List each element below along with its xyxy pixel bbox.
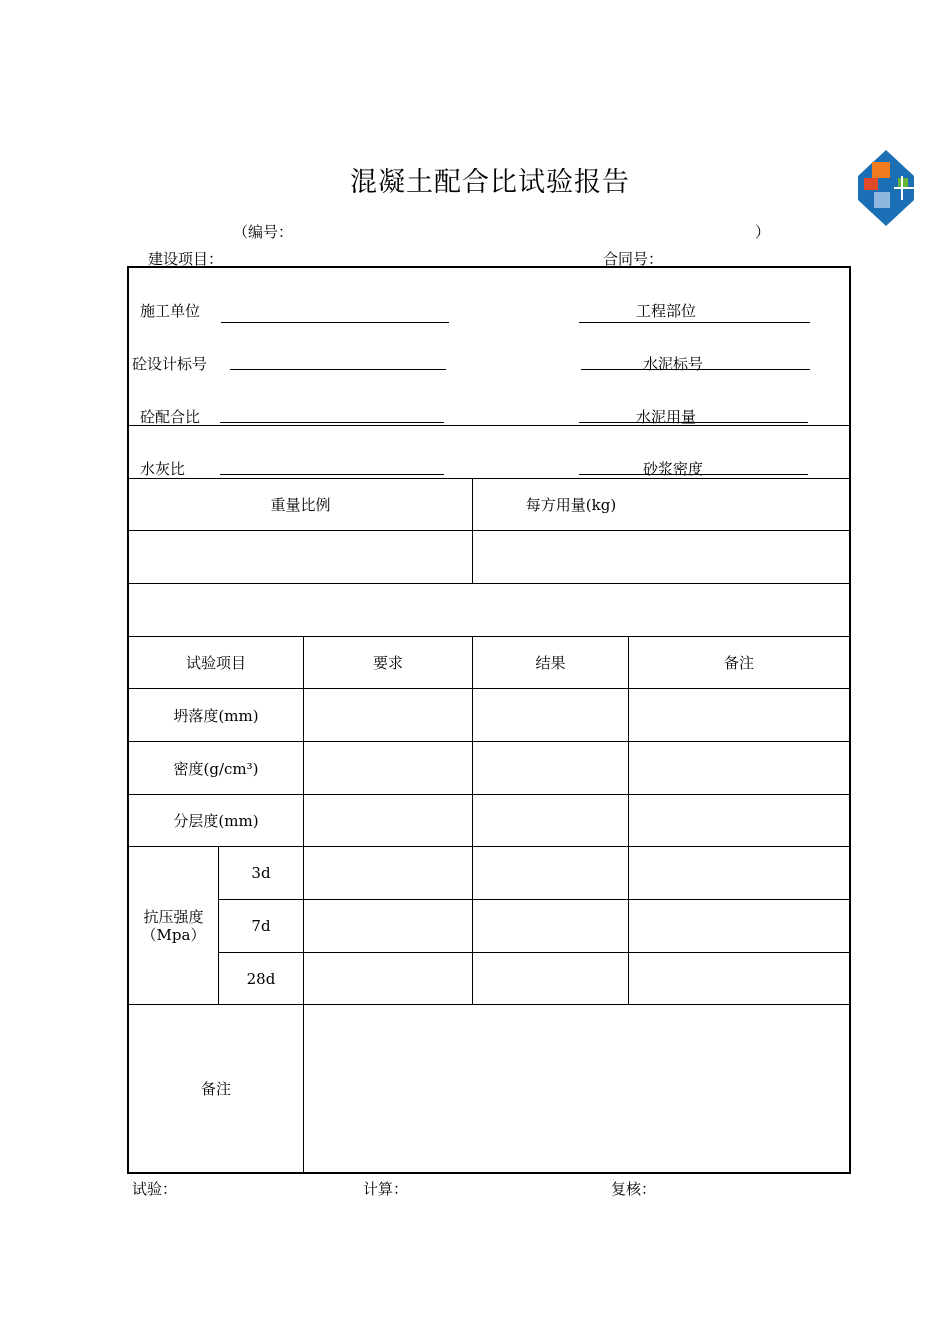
calculator-label: 计算： — [363, 1180, 409, 1198]
age-28d-label: 28d — [246, 969, 276, 988]
mortar-density-label: 砂浆密度 — [643, 460, 704, 478]
project-part-label: 工程部位 — [636, 302, 697, 320]
cement-amount-field[interactable] — [579, 422, 808, 423]
col-divider — [472, 636, 473, 1004]
per-cubic-header: 每方用量(kg) — [525, 495, 617, 514]
mortar-density-field[interactable] — [579, 474, 808, 475]
row-divider — [129, 583, 849, 584]
water-cement-ratio-label: 水灰比 — [140, 460, 186, 478]
age-7d-label: 7d — [251, 917, 271, 935]
remarks-label: 备注 — [200, 1080, 231, 1098]
col-divider — [628, 636, 629, 1004]
density-label: 密度(g/cm³) — [173, 759, 259, 778]
remark-header: 备注 — [723, 653, 754, 672]
concrete-design-grade-field[interactable] — [230, 369, 446, 370]
cement-grade-label: 水泥标号 — [643, 355, 704, 373]
tester-label: 试验： — [132, 1180, 178, 1198]
slump-label: 坍落度(mm) — [173, 706, 259, 725]
result-header: 结果 — [535, 653, 566, 672]
report-number-label: （编号： — [233, 223, 294, 241]
compressive-strength-label: 抗压强度（Mpa） — [141, 907, 206, 944]
test-item-header: 试验项目 — [185, 653, 246, 672]
project-part-field[interactable] — [579, 322, 810, 323]
age-3d-label: 3d — [251, 864, 271, 882]
per-cubic-value[interactable] — [473, 531, 849, 583]
project-label: 建设项目： — [148, 250, 224, 268]
water-cement-ratio-field[interactable] — [220, 474, 444, 475]
weight-ratio-value[interactable] — [129, 531, 472, 583]
construction-unit-label: 施工单位 — [140, 302, 201, 320]
report-number-close: ） — [755, 223, 771, 241]
remarks-field[interactable] — [304, 1005, 849, 1172]
construction-unit-field[interactable] — [221, 322, 449, 323]
report-table — [127, 266, 851, 1174]
requirement-header: 要求 — [372, 653, 403, 672]
row-divider — [218, 899, 849, 900]
cement-grade-field[interactable] — [581, 369, 810, 370]
reviewer-label: 复核： — [611, 1180, 657, 1198]
company-logo-icon — [856, 148, 916, 228]
row-divider — [218, 952, 849, 953]
concrete-design-grade-label: 砼设计标号 — [132, 355, 208, 373]
weight-ratio-header: 重量比例 — [270, 495, 331, 514]
contract-label: 合同号： — [603, 250, 664, 268]
cement-amount-label: 水泥用量 — [636, 408, 697, 426]
mix-ratio-label: 砼配合比 — [140, 408, 201, 426]
page-title: 混凝土配合比试验报告 — [350, 167, 630, 198]
mix-ratio-field[interactable] — [220, 422, 444, 423]
row-divider — [129, 425, 849, 426]
layering-label: 分层度(mm) — [173, 812, 259, 830]
